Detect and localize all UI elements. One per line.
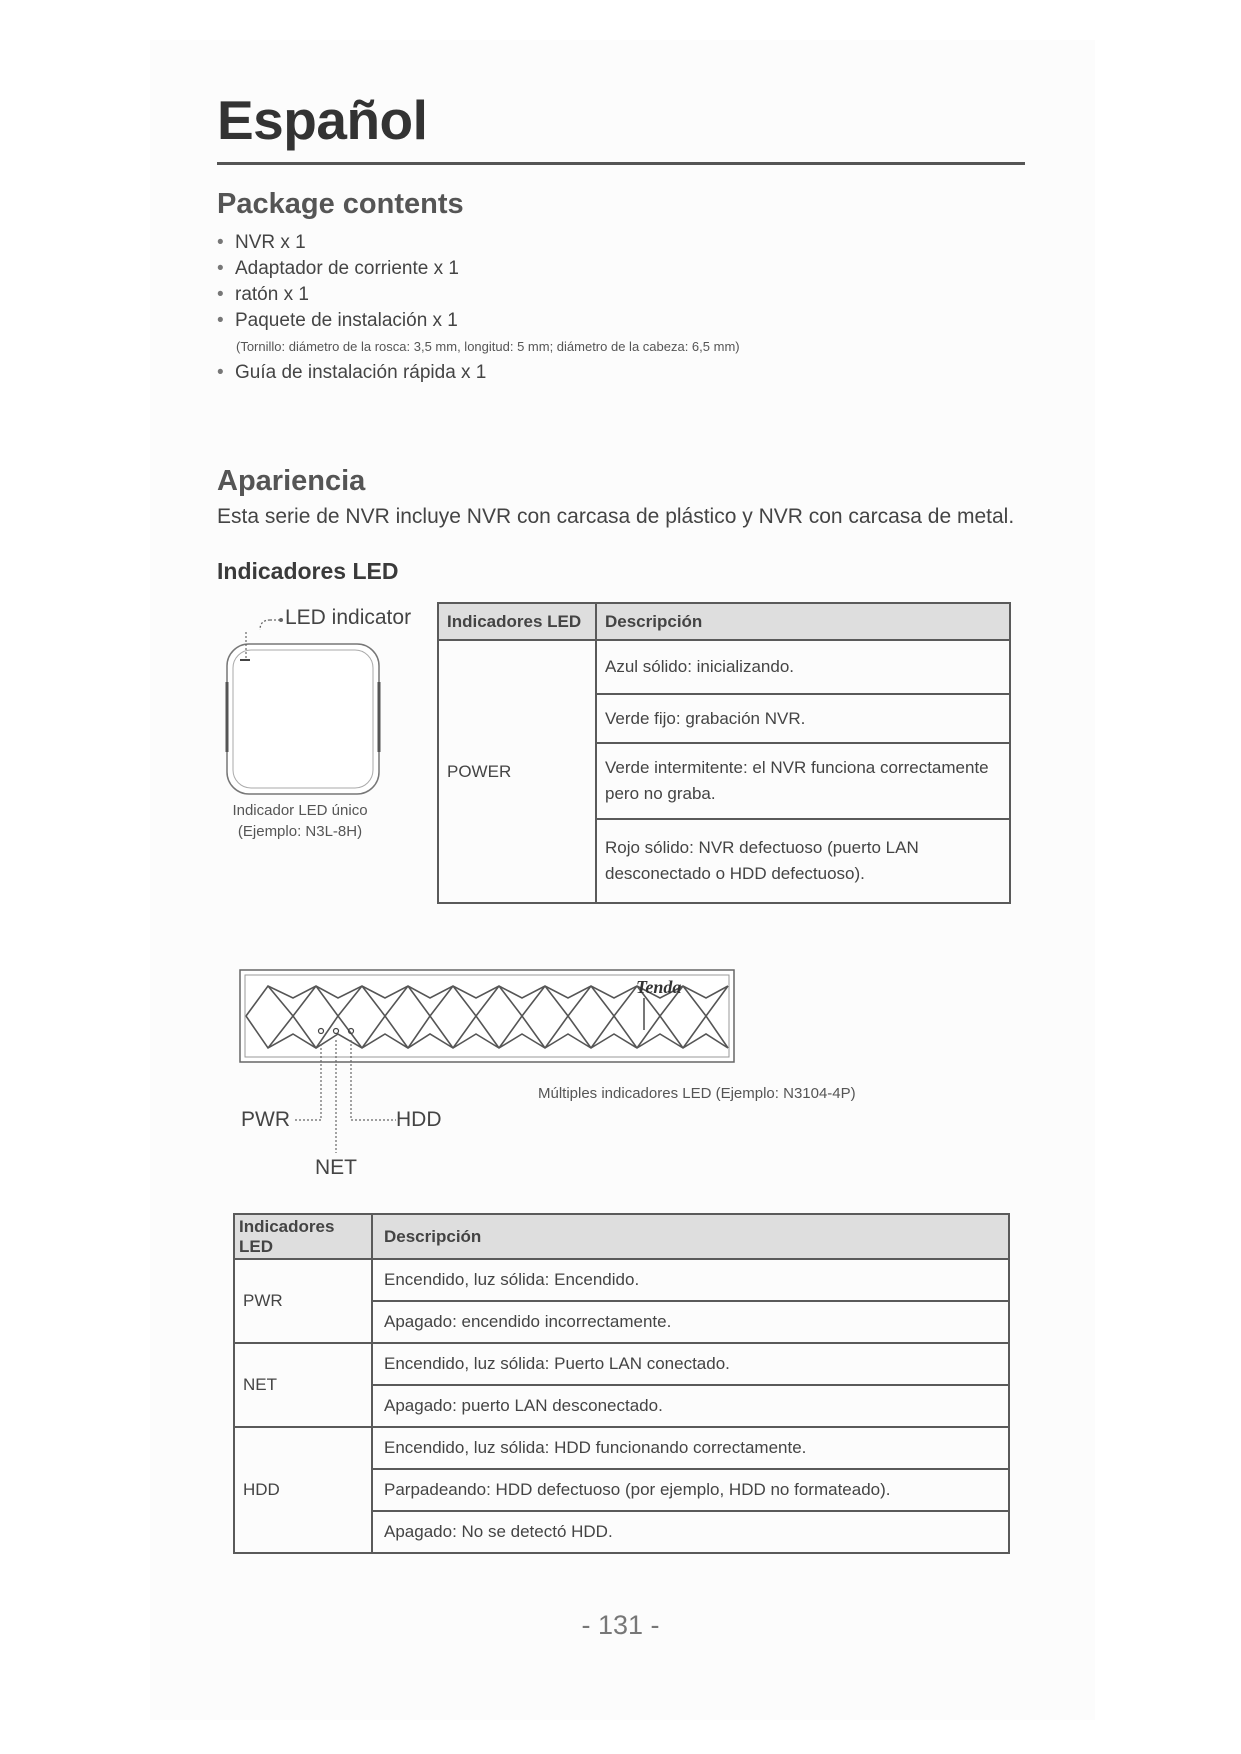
table-header-indicator: Indicadores LED (438, 603, 596, 640)
page-number: - 131 - (581, 1610, 660, 1640)
table-cell: Parpadeando: HDD defectuoso (por ejemplo, HDD no formateado). (372, 1469, 1009, 1511)
table-cell: Encendido, luz sólida: HDD funcionando correctamente. (372, 1427, 1009, 1469)
net-label: NET (315, 1156, 357, 1179)
appearance-heading: Apariencia (217, 465, 366, 497)
table-cell: Apagado: puerto LAN desconectado. (372, 1385, 1009, 1427)
led-indicator-callout: LED indicator (285, 606, 412, 629)
table-cell: Apagado: encendido incorrectamente. (372, 1301, 1009, 1343)
table-cell: Azul sólido: inicializando. (596, 640, 1010, 694)
indicator-cell-hdd: HDD (234, 1427, 372, 1553)
list-item: • Guía de instalación rápida x 1 (217, 360, 740, 386)
tenda-logo: Tenda (636, 977, 682, 997)
title-rule (217, 162, 1025, 165)
list-item: • Paquete de instalación x 1 (217, 308, 740, 334)
single-led-caption (205, 800, 395, 842)
package-list (217, 230, 740, 386)
table-cell: Encendido, luz sólida: Puerto LAN conectado. (372, 1343, 1009, 1385)
single-led-caption-line2: (Ejemplo: N3L-8H) (237, 823, 363, 840)
table-header-description: Descripción (596, 603, 1010, 640)
led-heading: Indicadores LED (217, 558, 399, 584)
indicator-cell-net: NET (234, 1343, 372, 1427)
table-cell: Encendido, luz sólida: Encendido. (372, 1259, 1009, 1301)
pwr-label: PWR (241, 1108, 290, 1131)
list-item: • NVR x 1 (217, 230, 740, 256)
table-cell: Apagado: No se detectó HDD. (372, 1511, 1009, 1553)
table-header-indicator: Indicadores LED (234, 1214, 372, 1259)
multi-led-caption: Múltiples indicadores LED (Ejemplo: N3104-4P) (538, 1085, 856, 1102)
list-item: • Adaptador de corriente x 1 (217, 256, 740, 282)
led-table-multi (233, 1213, 1010, 1554)
table-cell: Rojo sólido: NVR defectuoso (puerto LAN desconectado o HDD defectuoso). (596, 819, 1010, 903)
single-led-device-illustration (222, 602, 422, 822)
indicator-cell-pwr: PWR (234, 1259, 372, 1343)
indicator-cell-power: POWER (438, 640, 596, 903)
appearance-description: Esta serie de NVR incluye NVR con carcasa de plástico y NVR con carcasa de metal. (217, 505, 1015, 528)
package-note: (Tornillo: diámetro de la rosca: 3,5 mm, longitud: 5 mm; diámetro de la cabeza: 6,5 mm) (236, 339, 740, 354)
list-item: • ratón x 1 (217, 282, 740, 308)
single-led-caption-line1: Indicador LED único (232, 802, 368, 819)
table-header-description: Descripción (372, 1214, 1009, 1259)
table-cell: Verde fijo: grabación NVR. (596, 694, 1010, 743)
led-table-power (437, 602, 1011, 904)
package-heading: Package contents (217, 188, 464, 220)
table-cell: Verde intermitente: el NVR funciona correctamente pero no graba. (596, 743, 1010, 819)
hdd-label: HDD (396, 1108, 442, 1131)
page-title: Español (217, 89, 428, 151)
